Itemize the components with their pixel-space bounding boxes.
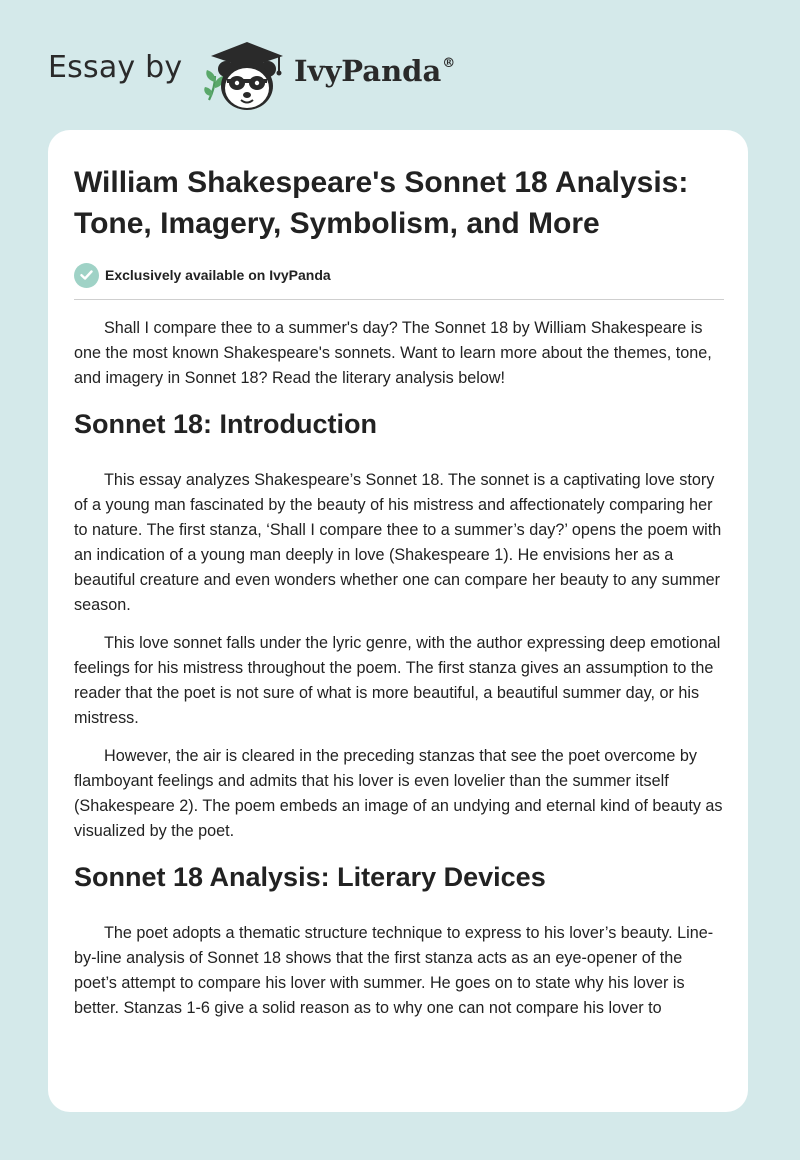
essay-by-label: Essay by: [48, 50, 183, 85]
article-body: [74, 316, 724, 1021]
body-paragraph: This love sonnet falls under the lyric genre, with the author expressing deep emotional feelings for his mistress throughout the poem. The first stanza gives an assumption to the reader that the poet is not sure of what is more beautiful, a beautiful summer day, or his mistress.: [74, 634, 721, 727]
essay-card: [48, 130, 748, 1112]
section-heading: Sonnet 18: Introduction: [74, 409, 377, 439]
registered-mark: ®: [442, 56, 456, 71]
article-title: William Shakespeare's Sonnet 18 Analysis: Tone, Imagery, Symbolism, and More: [74, 166, 689, 240]
brand-name[interactable]: IvyPanda®: [294, 54, 456, 88]
section-heading: Sonnet 18 Analysis: Literary Devices: [74, 862, 546, 892]
intro-paragraph: Shall I compare thee to a summer's day? The Sonnet 18 by William Shakespeare is one the most known Shakespeare's sonnets. Want to learn more about the themes, tone, and imagery in Sonnet 18? Read the literary analysis below!: [74, 319, 712, 387]
divider: [74, 299, 724, 300]
body-paragraph: This essay analyzes Shakespeare’s Sonnet 18. The sonnet is a captivating love story of a young man fascinated by the beauty of his mistress and affectionately comparing her to nature. The first stanza, ‘Shall I compare thee to a summer’s day?’ opens the poem with an indication of a young man deeply in love (Shakespeare 1). He envisions her as a beautiful creature and even wonders whether one can compare her beauty to any summer season.: [74, 471, 722, 614]
exclusive-badge-label: Exclusively available on IvyPanda: [105, 267, 331, 283]
site-header: [48, 28, 548, 118]
check-circle-icon: [74, 263, 99, 288]
exclusive-badge: [74, 262, 724, 288]
body-paragraph: However, the air is cleared in the preceding stanzas that see the poet overcome by flamboyant feelings and admits that his lover is even lovelier than the summer itself (Shakespeare 2). The poem embeds an image of an undying and eternal kind of beauty as visualized by the poet.: [74, 747, 723, 840]
panda-graduate-logo-icon[interactable]: [203, 36, 291, 114]
body-paragraph: The poet adopts a thematic structure technique to express to his lover’s beauty. Line-by-line analysis of Sonnet 18 shows that the first stanza acts as an eye-opener of the poet’s attempt to compare his lover with summer. He goes on to state why his lover is better. Stanzas 1-6 give a solid reason as to why one can not compare his lover to: [74, 924, 714, 1017]
